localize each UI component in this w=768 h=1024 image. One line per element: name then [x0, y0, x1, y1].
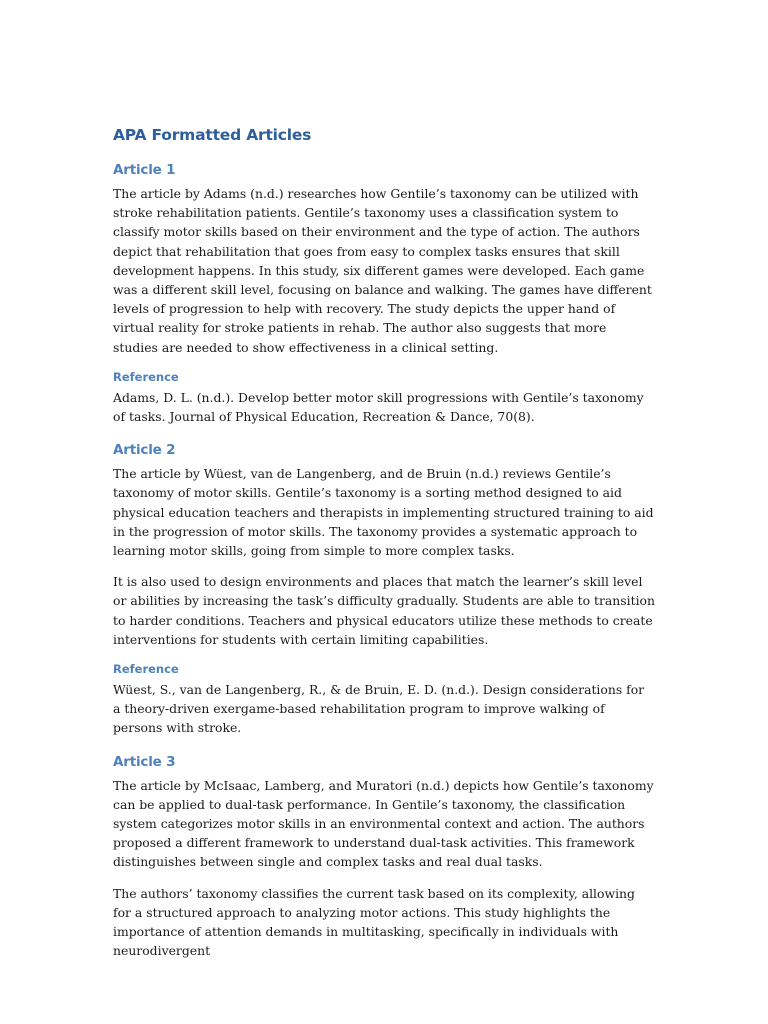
article-paragraph: The authors’ taxonomy classifies the current task based on its complexity, allowing for a structured approach to analyzing motor actions. This study highlights the importance of attention demands in multitasking, specifically in individuals with neurodivergent: [113, 885, 635, 959]
article-paragraph: The article by Adams (n.d.) researches how Gentile’s taxonomy can be utilized with stroke rehabilitation patients. Gentile’s taxonomy uses a classification system to classify motor skills based on their environment and the type of action. The authors depict that rehabilitation that goes from easy to complex tasks ensures that skill development happens. In this study, six different games were developed. Each game was a different skill level, focusing on balance and walking. The games have different levels of progression to help with recovery. The study depicts the upper hand of virtual reality for stroke patients in rehab. The author also suggests that more studies are needed to show effectiveness in a clinical setting.: [113, 186, 652, 355]
reference-citation: Adams, D. L. (n.d.). Develop better motor skill progressions with Gentile’s taxonomy of tasks. Journal of Physical Education, Recreation & Dance, 70(8).: [113, 389, 644, 425]
article-heading: Article 2: [113, 442, 176, 459]
document-page: [113, 124, 655, 973]
article-section: [113, 752, 655, 961]
reference-heading: Reference: [113, 662, 179, 677]
article-heading: Article 3: [113, 753, 176, 770]
article-section: [113, 440, 655, 737]
article-paragraph: The article by Wüest, van de Langenberg, and de Bruin (n.d.) reviews Gentile’s taxonomy of motor skills. Gentile’s taxonomy is a sorting method designed to aid physical education teachers and therapists in implementing structured training to aid in the progression of motor skills. The taxonomy provides a systematic approach to learning motor skills, going from simple to more complex tasks.: [113, 466, 654, 559]
article-heading: Article 1: [113, 162, 176, 178]
reference-heading: Reference: [113, 369, 179, 384]
article-paragraph: It is also used to design environments and places that match the learner’s skill level or abilities by increasing the task’s difficulty gradually. Students are able to transition to harder conditions. Teachers and physical educators utilize these methods to create interventions for students with certain limiting capabilities.: [113, 574, 655, 647]
article-paragraph: The article by McIsaac, Lamberg, and Muratori (n.d.) depicts how Gentile’s taxonomy can be applied to dual-task performance. In Gentile’s taxonomy, the classification system categorizes motor skills in an environmental context and action. The authors proposed a different framework to understand dual-task activities. This framework distinguishes between single and complex tasks and real dual tasks.: [113, 777, 654, 870]
document-title: APA Formatted Articles: [113, 126, 312, 144]
article-section: [113, 160, 655, 426]
reference-citation: Wüest, S., van de Langenberg, R., & de Bruin, E. D. (n.d.). Design considerations for a theory-driven exergame-based rehabilitation program to improve walking of persons with stroke.: [113, 682, 645, 736]
